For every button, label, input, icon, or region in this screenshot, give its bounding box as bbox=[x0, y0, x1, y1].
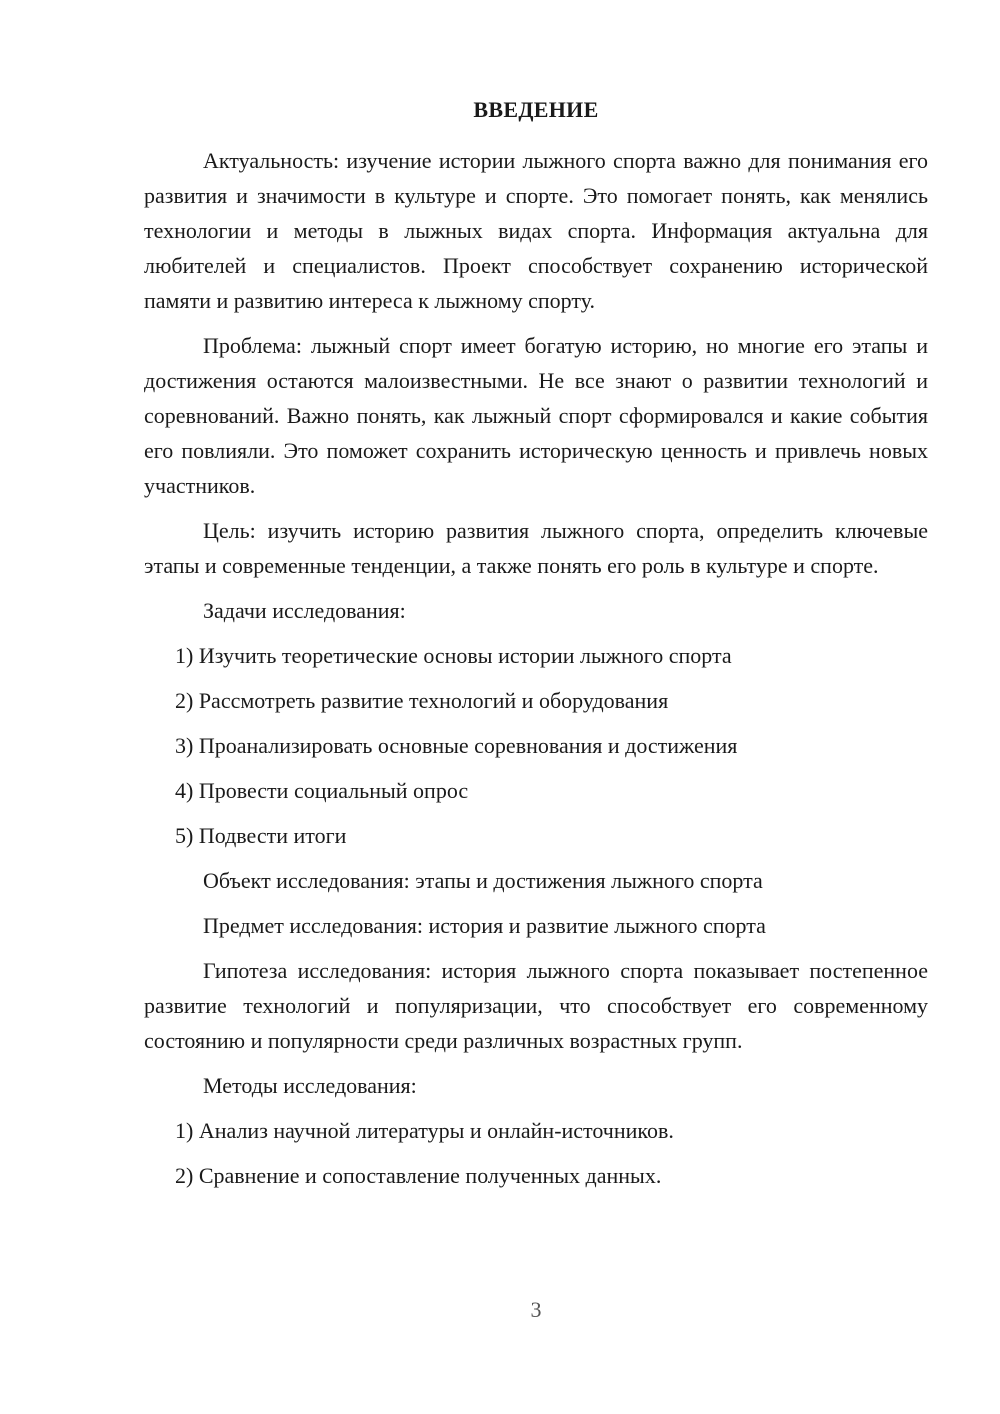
subject-paragraph: Предмет исследования: история и развитие лыжного спорта bbox=[203, 913, 766, 938]
list-item: 3) Проанализировать основные соревнования и достижения bbox=[175, 733, 738, 758]
list-item: 5) Подвести итоги bbox=[175, 823, 347, 848]
list-item: 1) Анализ научной литературы и онлайн-источников. bbox=[175, 1118, 674, 1143]
page-title: ВВЕДЕНИЕ bbox=[473, 97, 599, 122]
list-item: 4) Провести социальный опрос bbox=[175, 778, 469, 803]
methods-heading: Методы исследования: bbox=[203, 1073, 417, 1098]
relevance-paragraph: Актуальность: изучение истории лыжного спорта важно для понимания его развития и значимости в культуре и спорте. Это помогает понять, как менялись технологии и методы в лыжных видах спорта. Информация актуальна для любителей и специалистов. Проект способствует сохранению исторической памяти и развитию интереса к лыжному спорту. bbox=[144, 148, 928, 313]
object-paragraph: Объект исследования: этапы и достижения лыжного спорта bbox=[203, 868, 763, 893]
list-item: 2) Сравнение и сопоставление полученных данных. bbox=[175, 1163, 662, 1188]
hypothesis-paragraph: Гипотеза исследования: история лыжного спорта показывает постепенное развитие технологий и популяризации, что способствует его современному состоянию и популярности среди различных возрастных групп. bbox=[144, 958, 928, 1053]
page-body bbox=[144, 143, 928, 1203]
tasks-list bbox=[144, 638, 928, 853]
list-item: 1) Изучить теоретические основы истории лыжного спорта bbox=[175, 643, 732, 668]
page-number: 3 bbox=[530, 1297, 542, 1322]
goal-paragraph: Цель: изучить историю развития лыжного спорта, определить ключевые этапы и современные тенденции, а также понять его роль в культуре и спорте. bbox=[144, 518, 928, 578]
tasks-heading: Задачи исследования: bbox=[203, 598, 406, 623]
list-item: 2) Рассмотреть развитие технологий и оборудования bbox=[175, 688, 669, 713]
methods-list bbox=[144, 1113, 928, 1193]
problem-paragraph: Проблема: лыжный спорт имеет богатую историю, но многие его этапы и достижения остаются малоизвестными. Не все знают о развитии технологий и соревнований. Важно понять, как лыжный спорт сформировался и какие события его повлияли. Это поможет сохранить историческую ценность и привлечь новых участников. bbox=[144, 333, 928, 498]
